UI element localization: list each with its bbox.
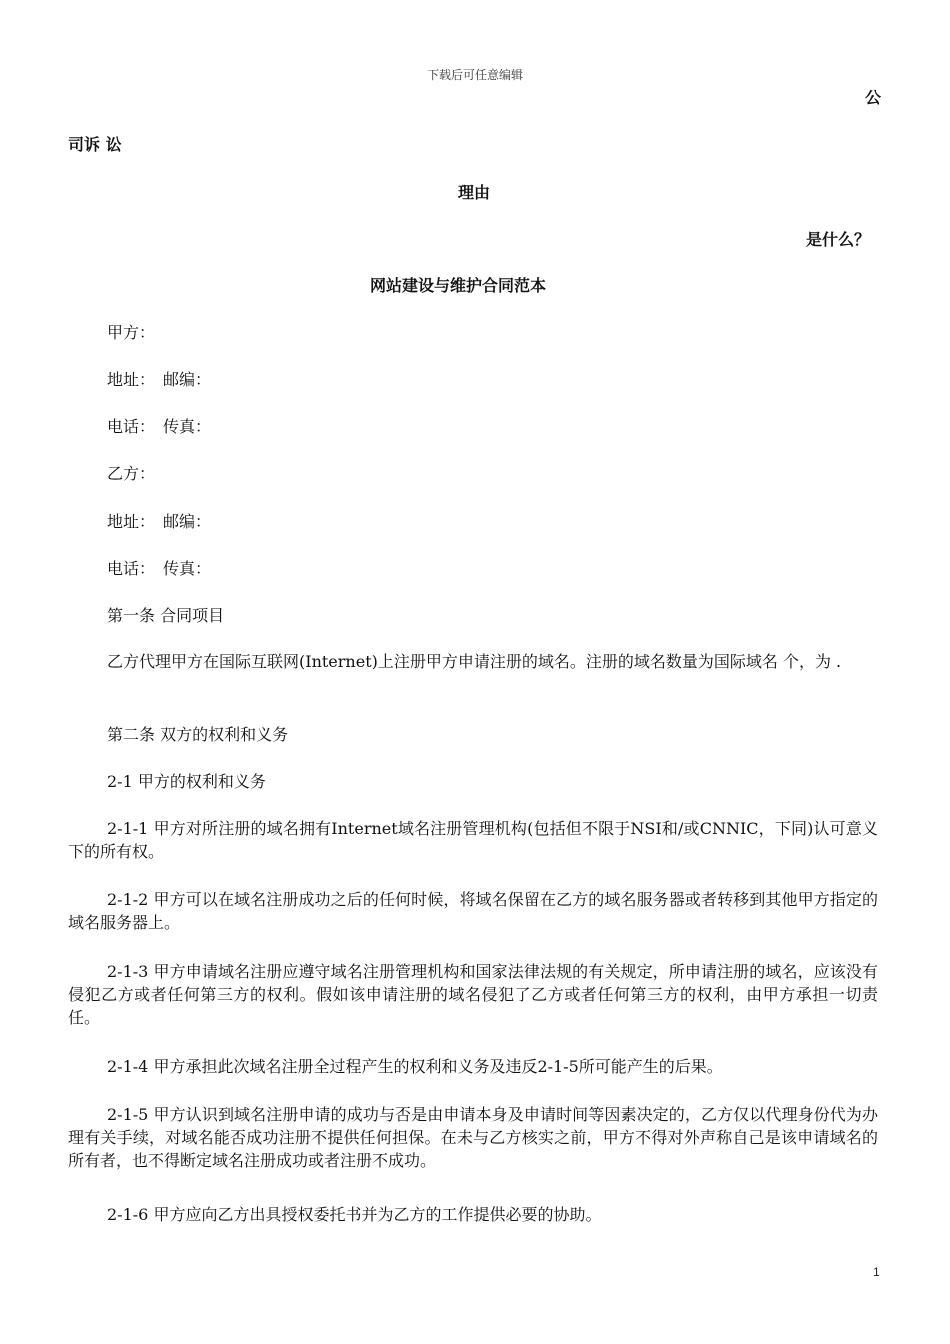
heading-fragment-sisong: 司诉 讼 (68, 135, 122, 154)
clause-2-1-1: 2-1-1 甲方对所注册的域名拥有Internet域名注册管理机构(包括但不限于NSI和/或CNNIC，下同)认可意义下的所有权。 (68, 819, 878, 861)
section-2-1-title: 2-1 甲方的权利和义务 (107, 772, 266, 791)
clause-2-1-3: 2-1-3 甲方申请域名注册应遵守域名注册管理机构和国家法律法规的有关规定，所申请注册的域名，应该没有侵犯乙方或者任何第三方的权利。假如该申请注册的域名侵犯了乙方或者任何第三方的权利，由甲方承担一切责任。 (68, 962, 878, 1027)
page-number: 1 (873, 1265, 880, 1279)
article-1-text: 乙方代理甲方在国际互联网(Internet)上注册甲方申请注册的域名。注册的域名数量为国际域名 个，为 . (107, 652, 842, 671)
party-a-name: 甲方： (107, 323, 156, 342)
document-title: 网站建设与维护合同范本 (370, 276, 547, 295)
heading-fragment-gong: 公 (865, 88, 882, 107)
clause-2-1-5: 2-1-5 甲方认识到域名注册申请的成功与否是由申请本身及申请时间等因素决定的，乙方仅以代理身份代为办理有关手续，对域名能否成功注册不提供任何担保。在未与乙方核实之前，甲方不得对外声称自己是该申请域名的所有者，也不得断定域名注册成功或者注册不成功。 (68, 1105, 878, 1170)
article-1-title: 第一条 合同项目 (107, 606, 225, 625)
party-b-name: 乙方： (107, 464, 156, 483)
party-b-address: 地址： 邮编： (107, 512, 212, 531)
party-a-phone: 电话： 传真： (107, 417, 212, 436)
article-2-title: 第二条 双方的权利和义务 (107, 725, 289, 744)
clause-2-1-6: 2-1-6 甲方应向乙方出具授权委托书并为乙方的工作提供必要的协助。 (107, 1205, 602, 1224)
party-a-address: 地址： 邮编： (107, 370, 212, 389)
heading-fragment-shishenme: 是什么？ (806, 230, 871, 249)
clause-2-1-4: 2-1-4 甲方承担此次域名注册全过程产生的权利和义务及违反2-1-5所可能产生的后果。 (107, 1057, 723, 1076)
clause-2-1-2: 2-1-2 甲方可以在域名注册成功之后的任何时候，将域名保留在乙方的域名服务器或者转移到其他甲方指定的域名服务器上。 (68, 890, 878, 932)
heading-fragment-liyou: 理由 (458, 183, 491, 202)
party-b-phone: 电话： 传真： (107, 559, 212, 578)
header-note: 下载后可任意编辑 (426, 68, 523, 82)
